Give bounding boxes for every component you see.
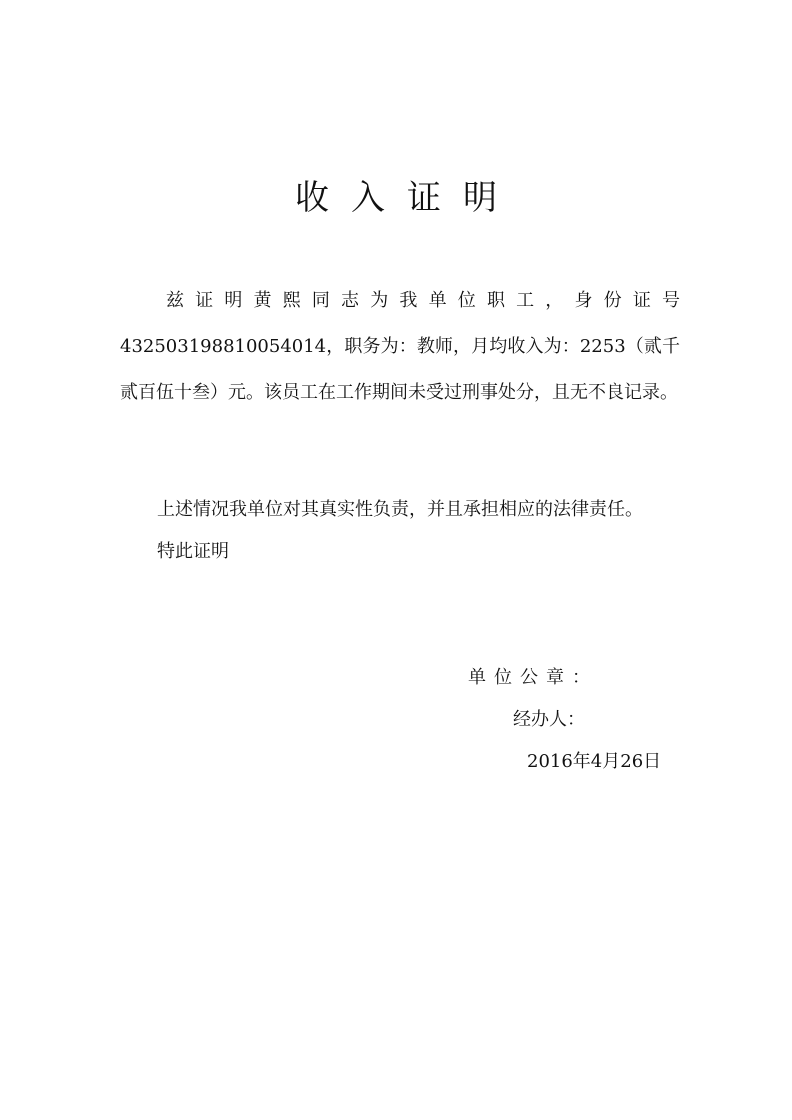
issue-date: 2016年4月26日 <box>527 751 662 772</box>
closing-statement: 特此证明 <box>157 541 229 562</box>
unit-seal-label: 单位公章： <box>468 667 598 688</box>
certification-paragraph: 兹证明黄熙同志为我单位职工，身份证号432503198810054014，职务为：教师，月均收入为：2253（贰千贰百伍十叁）元。该员工在工作期间未受过刑事处分，且无不良记录。 <box>120 290 680 403</box>
responsibility-statement: 上述情况我单位对其真实性负责，并且承担相应的法律责任。 <box>157 499 643 520</box>
handler-label: 经办人： <box>513 709 585 730</box>
document-title: 收入证明 <box>295 178 519 218</box>
